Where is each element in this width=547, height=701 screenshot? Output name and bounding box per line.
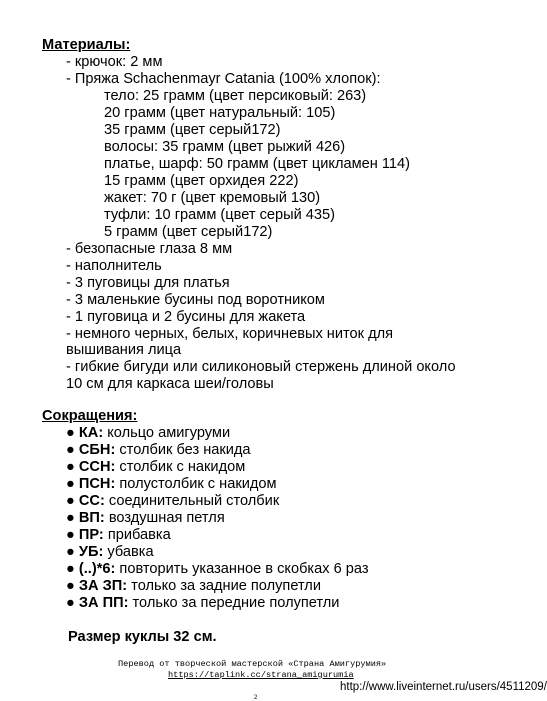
yarn-item: туфли: 10 грамм (цвет серый 435) <box>104 207 336 223</box>
yarn-item: жакет: 70 г (цвет кремовый 130) <box>104 190 321 206</box>
abbreviation-item <box>66 578 321 595</box>
abbreviation-meaning: повторить указанное в скобках 6 раз <box>115 561 369 577</box>
watermark-url: http://www.liveinternet.ru/users/4511209/ <box>340 681 547 693</box>
bullet-icon: ● <box>66 595 75 611</box>
abbreviation-term: ВП: <box>78 510 105 526</box>
bullet-icon: ● <box>66 544 75 560</box>
abbreviation-term: СБН: <box>78 442 116 458</box>
abbreviation-term: УБ: <box>78 544 104 560</box>
material-item-continuation: вышивания лица <box>66 342 182 358</box>
yarn-item: платье, шарф: 50 грамм (цвет цикламен 114) <box>104 156 411 172</box>
footer-credit: Перевод от творческой мастерской «Страна Амигурумия» <box>118 659 387 669</box>
material-item: - немного черных, белых, коричневых ниток для <box>66 326 394 342</box>
abbreviation-term: (..)*6: <box>78 561 116 577</box>
abbreviation-item <box>66 561 369 578</box>
abbreviation-meaning: только за задние полупетли <box>127 578 321 594</box>
abbreviation-term: ПР: <box>78 527 104 543</box>
yarn-item: волосы: 35 грамм (цвет рыжий 426) <box>104 139 346 155</box>
abbreviation-term: ЗА ЗП: <box>78 578 128 594</box>
abbreviation-term: ПСН: <box>78 476 116 492</box>
bullet-icon: ● <box>66 493 75 509</box>
yarn-item: тело: 25 грамм (цвет персиковый: 263) <box>104 88 367 104</box>
material-item: - 3 пуговицы для платья <box>66 275 230 291</box>
abbreviation-term: СС: <box>78 493 105 509</box>
abbreviation-meaning: прибавка <box>103 527 171 543</box>
material-item: - наполнитель <box>66 258 162 274</box>
bullet-icon: ● <box>66 476 75 492</box>
bullet-icon: ● <box>66 442 75 458</box>
material-item-continuation: 10 см для каркаса шеи/головы <box>66 376 274 392</box>
bullet-icon: ● <box>66 425 75 441</box>
footer-link[interactable]: https://taplink.cc/strana_amigurumia <box>168 670 354 680</box>
abbreviation-item <box>66 527 171 544</box>
abbreviation-item <box>66 595 339 612</box>
yarn-line: - Пряжа Schachenmayr Catania (100% хлопок): <box>66 71 381 87</box>
abbreviation-item <box>66 510 225 527</box>
material-item: - безопасные глаза 8 мм <box>66 241 233 257</box>
abbreviation-item <box>66 493 279 510</box>
yarn-item: 15 грамм (цвет орхидея 222) <box>104 173 299 189</box>
abbreviation-meaning: убавка <box>103 544 154 560</box>
abbreviation-meaning: столбик с накидом <box>115 459 246 475</box>
abbreviations-heading: Сокращения: <box>42 408 138 424</box>
bullet-icon: ● <box>66 578 75 594</box>
materials-heading: Материалы: <box>42 37 131 53</box>
abbreviation-meaning: только за передние полупетли <box>128 595 340 611</box>
abbreviation-meaning: воздушная петля <box>104 510 225 526</box>
material-item: - гибкие бигуди или силиконовый стержень длиной около <box>66 359 456 375</box>
abbreviation-item <box>66 476 277 493</box>
bullet-icon: ● <box>66 561 75 577</box>
bullet-icon: ● <box>66 527 75 543</box>
material-item: - 1 пуговица и 2 бусины для жакета <box>66 309 306 325</box>
yarn-item: 20 грамм (цвет натуральный: 105) <box>104 105 336 121</box>
bullet-icon: ● <box>66 510 75 526</box>
abbreviation-meaning: соединительный столбик <box>104 493 280 509</box>
page-number: 2 <box>254 695 258 701</box>
abbreviation-meaning: кольцо амигуруми <box>103 425 231 441</box>
bullet-icon: ● <box>66 459 75 475</box>
abbreviation-item <box>66 459 245 476</box>
abbreviation-meaning: столбик без накида <box>115 442 251 458</box>
yarn-item: 35 грамм (цвет серый172) <box>104 122 281 138</box>
abbreviation-term: КА: <box>78 425 104 441</box>
doll-size: Размер куклы 32 см. <box>68 629 217 645</box>
yarn-item: 5 грамм (цвет серый172) <box>104 224 273 240</box>
abbreviation-term: ЗА ПП: <box>78 595 129 611</box>
abbreviation-item <box>66 544 154 561</box>
abbreviation-item <box>66 442 251 459</box>
abbreviation-meaning: полустолбик с накидом <box>115 476 277 492</box>
hook-line: - крючок: 2 мм <box>66 54 163 70</box>
material-item: - 3 маленькие бусины под воротником <box>66 292 325 308</box>
abbreviation-item <box>66 425 230 442</box>
abbreviation-term: ССН: <box>78 459 116 475</box>
